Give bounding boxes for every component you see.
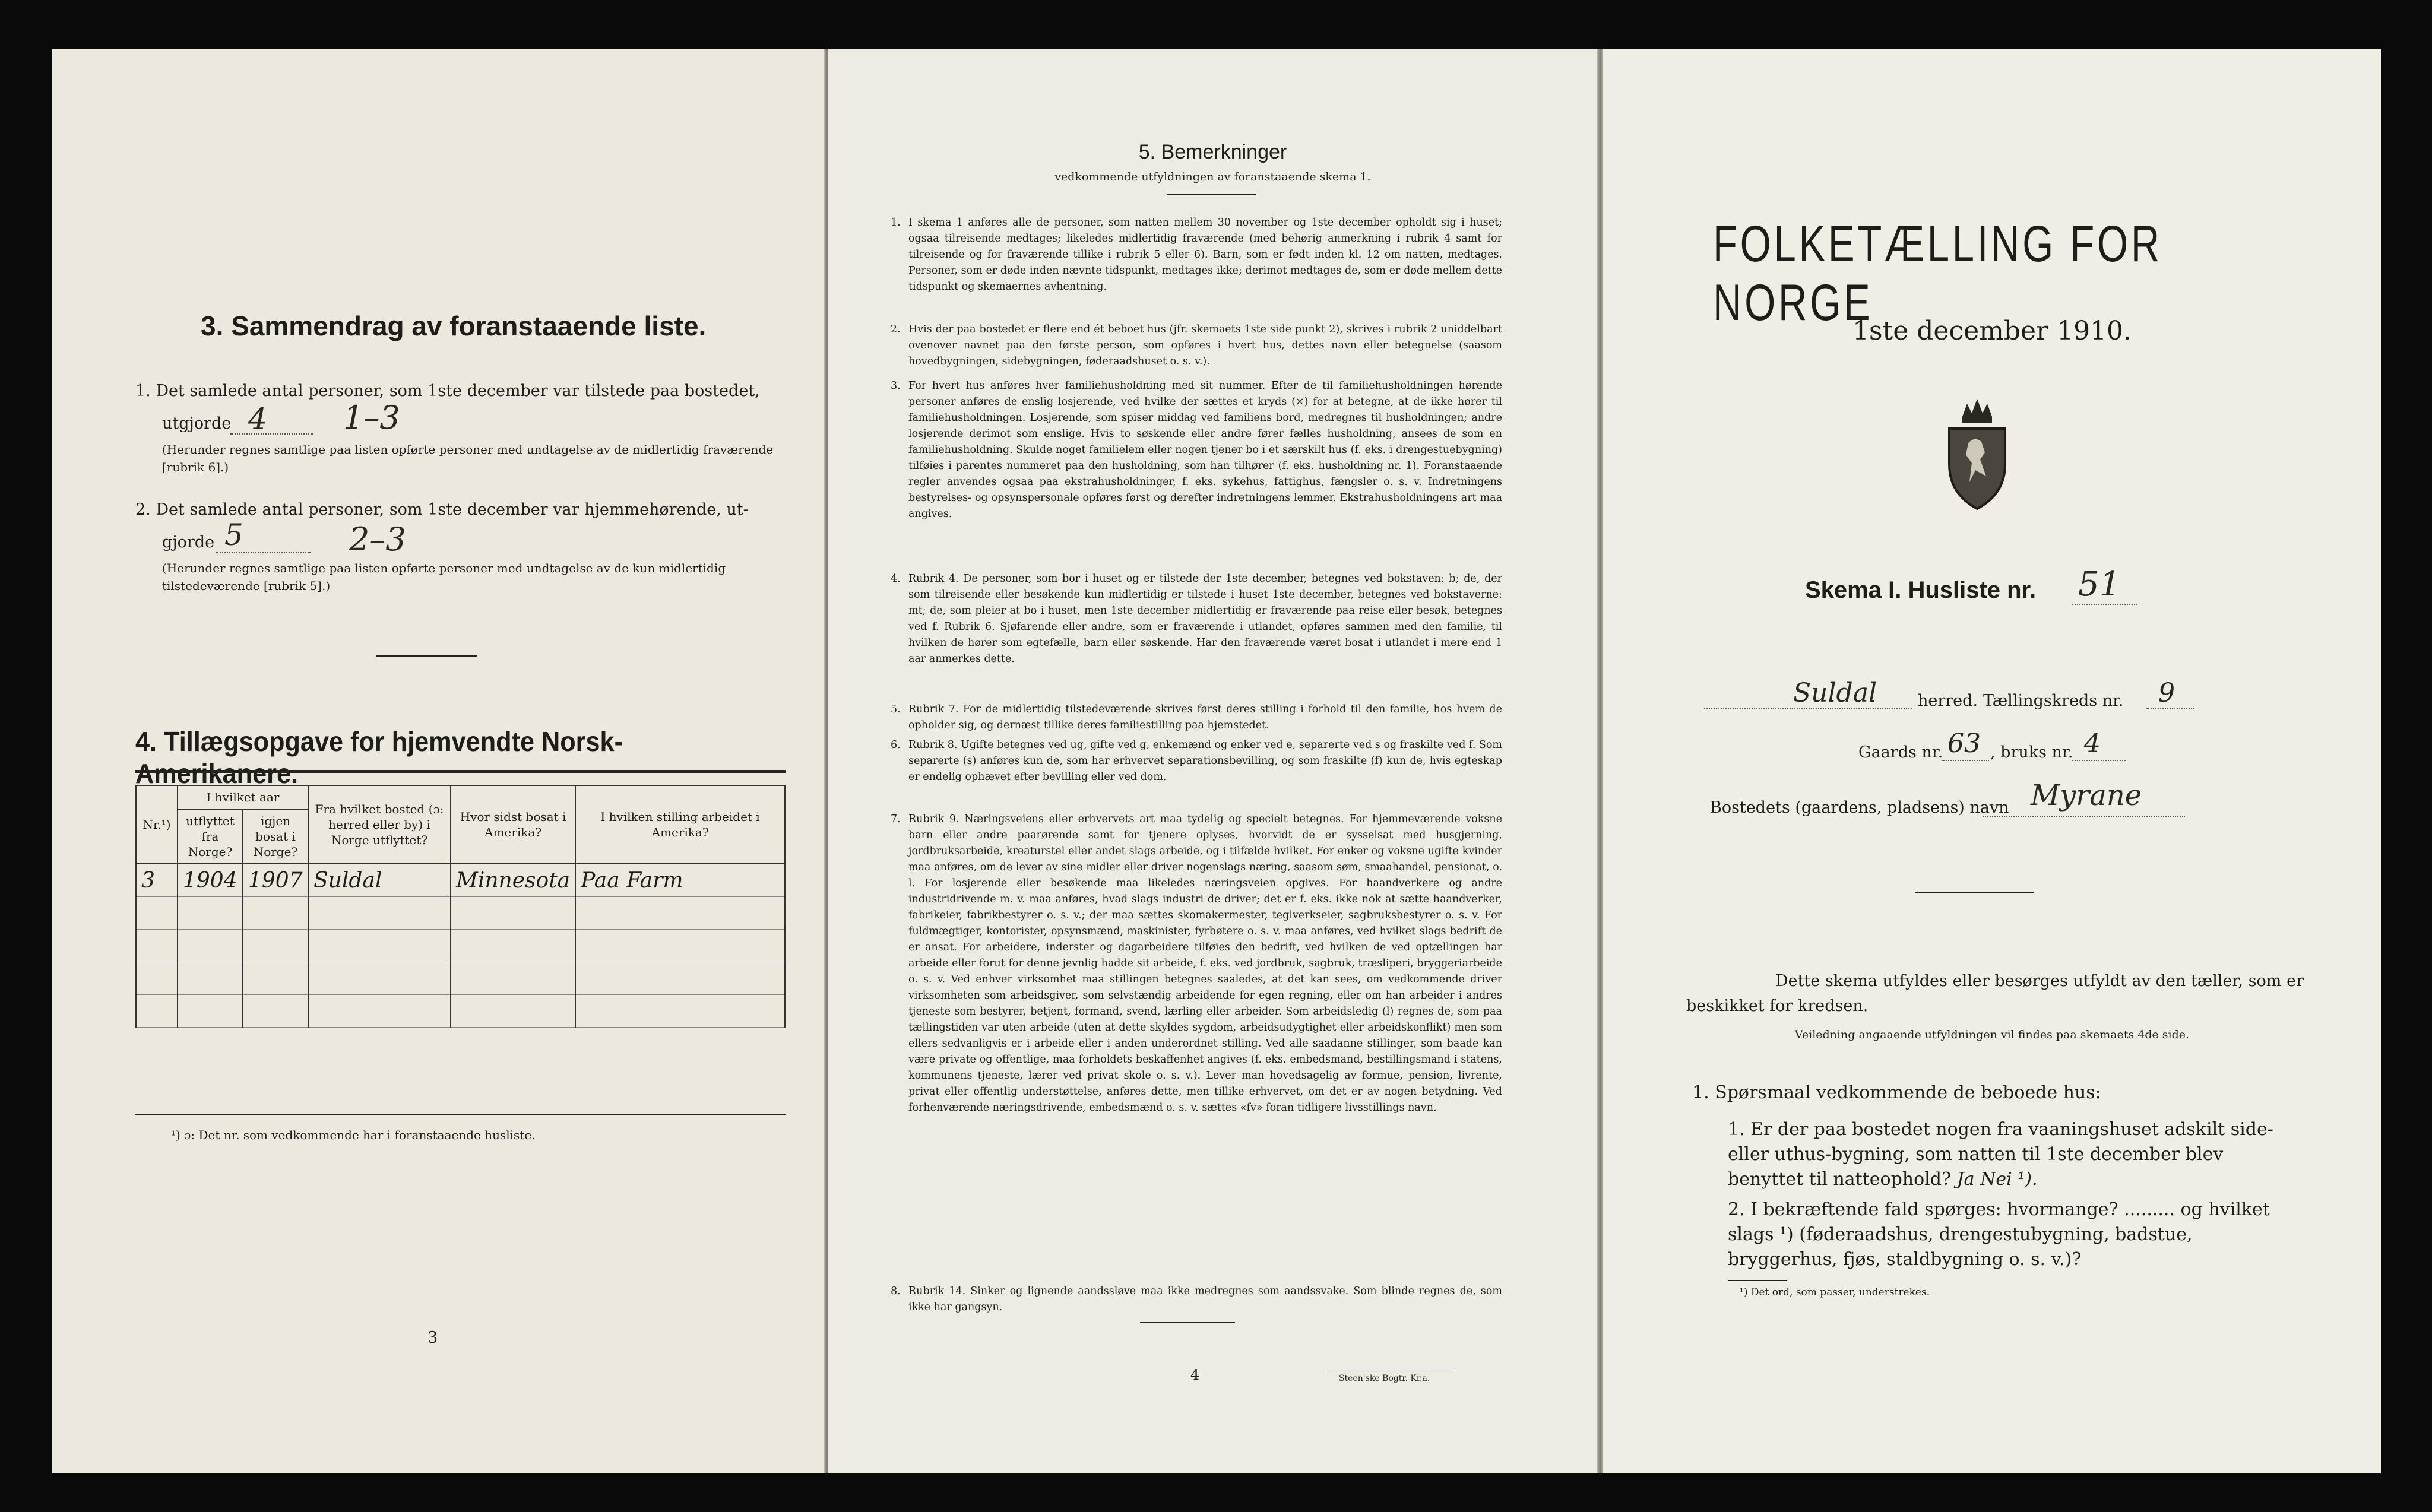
cell-nr: 3	[136, 864, 178, 897]
gaards-label: Gaards nr.	[1858, 743, 1943, 762]
bosted-label: Bostedets (gaardens, pladsens) navn	[1710, 798, 2009, 817]
item1-value: 4	[248, 402, 267, 436]
cell-last-residence	[451, 995, 575, 1028]
cell-returned: 1907	[243, 864, 308, 897]
cell-position	[575, 995, 785, 1028]
cell-from-place: Suldal	[308, 864, 451, 897]
item1-handnote: 1–3	[343, 399, 400, 436]
page-number: 4	[1190, 1367, 1200, 1383]
cell-nr	[136, 930, 178, 962]
section4-heading: 4. Tillægsopgave for hjemvendte Norsk-Amerikanere.	[135, 726, 623, 789]
kreds-label: Tællingskreds nr.	[1983, 692, 2124, 710]
norsk-amerikanere-table	[135, 785, 786, 1028]
bruks-label: , bruks nr.	[1990, 743, 2073, 762]
cell-position	[575, 962, 785, 995]
husliste-line	[2072, 604, 2138, 605]
col-group: I hvilket aar	[178, 785, 308, 809]
col-returned: igjen bosat i Norge?	[243, 809, 308, 864]
remark-3: 3. For hvert hus anføres hver familiehusholdning med sit nummer. Efter de til familiehusholdningen hørende personer anføres de enslig losjerende, ved hvilke der sættes et kryds (×) for at betegne, at de ikke hører til familiehusholdningen. Losjerende, som spiser middag ved familiens bord, medregnes til husholdningen; andre losjerende derimot som enslige. Hvis to søskende eller andre fører fælles husholdning, ansees de som en familiehusholdning. Skulde noget familielem eller nogen tjener bo i et særskilt hus (f. eks. i drengestuebygning) tilføies i parentes nummeret paa den husholdning, som han tilhører (f. eks. husholdning nr. 1). Foranstaaende regler anvendes ogsaa paa ekstrahusholdninger, f. eks. sykehus, fattighus, fængsler o. s. v. Indretningens bestyrelses- og opsynspersonale opføres først og derefter indretningens lemmer. Ekstrahusholdningens art maa angives.	[891, 380, 1502, 520]
cell-emigrated	[178, 995, 243, 1028]
col-from-place: Fra hvilket bosted (ɔ: herred eller by) i Norge utflyttet?	[308, 785, 451, 864]
gaards-line	[1942, 760, 1989, 761]
intro-text: Dette skema utfyldes eller besørges utfyldt av den tæller, som er beskikket for kredsen.	[1686, 972, 2304, 1015]
cell-from-place	[308, 962, 451, 995]
remark-4: 4. Rubrik 4. De personer, som bor i huset og er tilstede der 1ste december, betegnes ved bokstaven: b; de, der som tilreisende eller besøkende kun midlertidig er tilstede i huset 1ste december, betegnes ved bokstaverne: mt; de, som pleier at bo i huset, men 1ste december midlertidig er fraværende paa reise eller besøk, betegnes ved f. Rubrik 6. Sjøfarende eller andre, som er fraværende i utlandet, opføres sammen med den familie, til hvilken de hører som egtefælle, barn eller søskende. Har den fraværende været bosat i utlandet i mere end 1 aar anmerkes dette.	[891, 573, 1502, 665]
cell-emigrated	[178, 897, 243, 930]
col-position: I hvilken stilling arbeidet i Amerika?	[575, 785, 785, 864]
cell-position: Paa Farm	[575, 864, 785, 897]
cell-returned	[243, 995, 308, 1028]
cell-from-place	[308, 897, 451, 930]
cell-returned	[243, 897, 308, 930]
cell-nr	[136, 962, 178, 995]
cell-last-residence	[451, 962, 575, 995]
page-fold	[1597, 49, 1603, 1473]
col-emigrated: utflyttet fra Norge?	[178, 809, 243, 864]
cell-returned	[243, 962, 308, 995]
remark-8: 8. Rubrik 14. Sinker og lignende aandssløve maa ikke medregnes som aandssvake. Som blinde regnes de, som ikke har gangsyn.	[891, 1285, 1502, 1313]
bosted-line	[1983, 816, 2185, 817]
cell-from-place	[308, 995, 451, 1028]
coat-of-arms-icon	[1939, 393, 2016, 512]
item2-note: (Herunder regnes samtlige paa listen opførte personer med undtagelse av de kun midlertidig tilstedeværende [rubrik 5].)	[162, 561, 726, 593]
item2-handnote: 2–3	[349, 521, 406, 558]
end-rule	[1140, 1322, 1235, 1323]
printer: Steen'ske Bogtr. Kr.a.	[1339, 1374, 1430, 1383]
kreds-value: 9	[2158, 678, 2175, 708]
item2-value: 5	[224, 518, 243, 552]
table-row	[136, 930, 785, 962]
remark-6: 6. Rubrik 8. Ugifte betegnes ved ug, gifte ved g, enkemænd og enker ved e, separerte ved s og fraskilte ved f. Som separerte (s) anføres kun de, som har erhvervet separationsbevilling, og som fraskilte (f) kun de, hvis egteskap er endelig ophævet efter bevilling eller ved dom.	[891, 739, 1502, 783]
cell-last-residence	[451, 897, 575, 930]
remarks-subheading: vedkommende utfyldningen av foranstaaende skema 1.	[1054, 170, 1371, 183]
herred-label: herred.	[1918, 692, 1978, 710]
cell-position	[575, 930, 785, 962]
remark-7: 7. Rubrik 9. Næringsveiens eller erhvervets art maa tydelig og specielt betegnes. For hjemmeværende voksne barn eller andre paarørende samt for tjenere oplyses, hvorvidt de er sysselsat med husgjerning, jordbruksarbeide, kreaturstel eller andet slags arbeide, og i tilfælde hvilket. For enker og voksne ugifte kvinder maa anføres, om de lever av sine midler eller driver nogenslags næring, saasom søm, smaahandel, pensionat, o. l. For losjerende eller besøkende maa likeledes næringsveien opgives. For haandverkere og andre industridrivende m. v. maa anføres, hvad slags industri de driver; det er f. eks. ikke nok at sætte haandverker, fabrikeier, fabrikbestyrer o. s. v.; der maa sættes skomakermester, teglverkseier, sagbruksbestyrer o. s. v. For fuldmægtiger, kontorister, opsynsmænd, maskinister, fyrbøtere o. s. v. maa anføres, ved hvilket slags bedrift de er ansat. For arbeidere, inderster og dagarbeidere tilføies den bedrift, ved hvilken de ved optællingen har arbeide eller forut for denne jevnlig hadde sit arbeide, f. eks. ved jordbruk, sagbruk, træsliperi, bryggeriarbeide o. s. v. Ved enhver virksomhet maa stillingen betegnes saaledes, at det kan sees, om vedkommende driver virksomheten som arbeidsgiver, som selvstændig arbeidende for egen regning, eller om han arbeider i andres tjeneste som bestyrer, betjent, formand, svend, lærling eller arbeider. Som arbeidsledig (l) regnes de, som paa tællingstiden var uten arbeide (uten at dette skyldes sygdom, arbeidsudygtighet eller arbeidskonflikt) men som ellers sedvanligvis er i arbeide eller i anden underordnet stilling. Ved alle saadanne stillinger, som baade kan være private og offentlige, maa forholdets beskaffenhet angives (f. eks. embedsmand, bestillingsmand i statens, kommunens tjeneste, lærer ved privat skole o. s. v.). Lever man hovedsagelig av formue, pension, livrente, privat eller offentlig understøttelse, anføres dette, men tillike erhvervet, om det er av nogen betydning. Ved forhenværende næringsdrivende, embedsmænd o. s. v. sættes «fv» foran tidligere livsstillings navn.	[891, 813, 1502, 1114]
page-middle	[828, 49, 1597, 1473]
gaards-value: 63	[1948, 728, 1981, 759]
remarks-heading: 5. Bemerkninger	[1138, 141, 1287, 163]
heading-rule	[135, 770, 786, 773]
cell-nr	[136, 897, 178, 930]
bruks-value: 4	[2084, 728, 2101, 759]
intro-note: Veiledning angaaende utfyldningen vil findes paa skemaets 4de side.	[1794, 1028, 2190, 1041]
cell-last-residence: Minnesota	[451, 864, 575, 897]
section3-heading: 3. Sammendrag av foranstaaende liste.	[201, 310, 707, 341]
page-right	[1603, 49, 2381, 1473]
footnote: ¹) Det ord, som passer, understrekes.	[1740, 1286, 1930, 1298]
page-left	[52, 49, 824, 1473]
item2-line	[216, 552, 311, 553]
item1-note: (Herunder regnes samtlige paa listen opførte personer med undtagelse av de midlertidig fraværende [rubrik 6].)	[162, 442, 774, 474]
page-number: 3	[428, 1329, 438, 1347]
subheading-rule	[1167, 194, 1256, 195]
divider	[376, 655, 477, 657]
remark-1: 1. I skema 1 anføres alle de personer, som natten mellem 30 november og 1ste december opholdt sig i huset; ogsaa tilreisende medtages; likeledes midlertidig fraværende (med behørig anmerkning i rubrik 4 samt for tilreisende og for fraværende tillike i rubrik 5 eller 6). Barn, som er født inden kl. 12 om natten, medtages. Personer, som er døde inden nævnte tidspunkt, medtages ikke; derimot medtages de, som er døde mellem dette tidspunkt og skemaernes avhentning.	[891, 217, 1502, 293]
table-row	[136, 962, 785, 995]
question-2: 2. I bekræftende fald spørges: hvormange? ......... og hvilket slags ¹) (føderaadshus, drengestubygning, badstue, bryggerhus, fjøs, staldbygning o. s. v.)?	[1728, 1199, 2270, 1270]
cell-nr	[136, 995, 178, 1028]
questions-heading: 1. Spørsmaal vedkommende de beboede hus:	[1692, 1082, 2101, 1103]
item2-text: 2. Det samlede antal personer, som 1ste december var hjemmehørende, ut-	[135, 500, 749, 519]
cell-last-residence	[451, 930, 575, 962]
bruks-line	[2072, 760, 2126, 761]
cell-returned	[243, 930, 308, 962]
cell-emigrated: 1904	[178, 864, 243, 897]
bosted-value: Myrane	[2031, 779, 2142, 812]
item1-text: 1. Det samlede antal personer, som 1ste december var tilstede paa bostedet,	[135, 382, 760, 400]
husliste-nr: 51	[2078, 565, 2121, 604]
skema-label: Skema I. Husliste nr.	[1805, 577, 2037, 603]
herred-value: Suldal	[1793, 678, 1877, 708]
cell-position	[575, 897, 785, 930]
table-row	[136, 897, 785, 930]
cell-emigrated	[178, 962, 243, 995]
footnote: ¹) ɔ: Det nr. som vedkommende har i foranstaaende husliste.	[171, 1128, 536, 1142]
col-nr: Nr.¹)	[136, 785, 178, 864]
document-title: FOLKETÆLLING FOR NORGE	[1713, 215, 2162, 331]
cell-emigrated	[178, 930, 243, 962]
document-date: 1ste december 1910.	[1852, 316, 2132, 346]
col-last-residence: Hvor sidst bosat i Amerika?	[451, 785, 575, 864]
remark-5: 5. Rubrik 7. For de midlertidig tilstedeværende skrives først deres stilling i forhold til den familie, hos hvem de opholder sig, og dernæst tillike deres familiestilling paa hjemstedet.	[891, 703, 1502, 731]
ornament-rule	[1915, 892, 2034, 893]
table-row	[136, 864, 785, 897]
item1-line	[230, 433, 314, 435]
item2-utgjorde: gjorde	[162, 533, 215, 551]
item1-utgjorde: utgjorde	[162, 414, 232, 433]
table-row	[136, 995, 785, 1028]
question-1: 1. Er der paa bostedet nogen fra vaaningshuset adskilt side- eller uthus-bygning, som natten til 1ste december blev benyttet til natteophold? Ja Nei ¹).	[1728, 1119, 2273, 1190]
cell-from-place	[308, 930, 451, 962]
question-1-answer: Ja Nei ¹).	[1956, 1169, 2038, 1190]
remark-2: 2. Hvis der paa bostedet er flere end ét beboet hus (jfr. skemaets 1ste side punkt 2), skrives i rubrik 2 uniddelbart ovenover navnet paa den første person, som opføres i hvert hus, dettes navn eller betegnelse (saasom hovedbygningen, sidebygningen, føderaadshuset o. s. v.).	[891, 324, 1502, 367]
footnote-rule	[1728, 1280, 1787, 1281]
table-bottom-rule	[135, 1114, 786, 1115]
